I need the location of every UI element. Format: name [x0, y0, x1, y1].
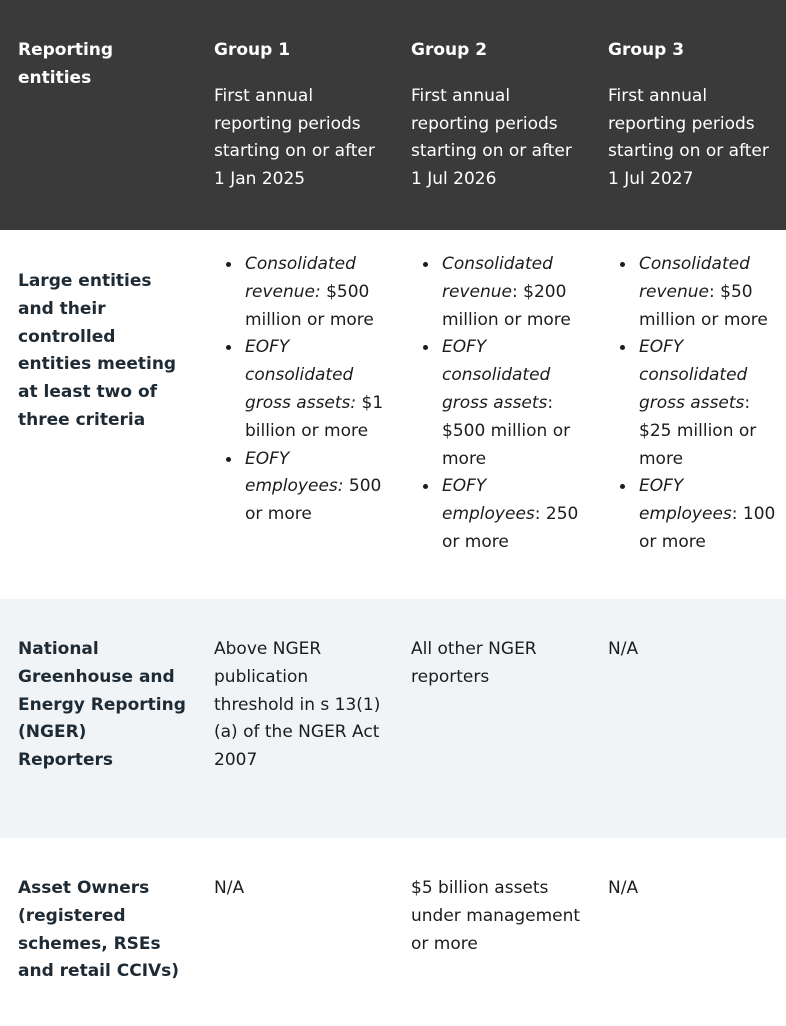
criterion-separator: :: [547, 392, 554, 413]
group-2-subtitle: First annual reporting periods starting on or after 1 Jul 2026: [411, 85, 572, 190]
header-cell-group-2: [394, 37, 591, 230]
asset-owners-group-1-cell: N/A: [214, 878, 245, 898]
criterion-separator: :: [534, 504, 541, 525]
criterion-value: 100 or more: [639, 504, 776, 552]
table-row-nger-reporters: [0, 599, 786, 838]
criterion-value: $500 million or more: [442, 420, 571, 469]
criterion-revenue: [639, 251, 782, 334]
asset-owners-group-2-cell: $5 billion assets under management or more: [411, 878, 581, 954]
criterion-assets: [245, 334, 386, 445]
nger-group-3-cell: N/A: [608, 639, 639, 659]
table-row-large-entities: [0, 230, 786, 599]
criterion-value: $500 million or more: [245, 281, 374, 330]
criterion-separator: :: [511, 281, 518, 302]
criterion-revenue: [442, 251, 583, 334]
large-entities-group-3-cell: [591, 251, 786, 599]
criterion-value: $50 million or more: [639, 281, 768, 330]
nger-group-2-cell: All other NGER reporters: [411, 639, 537, 687]
table-header-row: [0, 0, 786, 230]
criterion-employees: [245, 446, 386, 529]
header-cell-group-1: [197, 37, 394, 230]
criterion-value: $25 million or more: [639, 420, 757, 469]
large-entities-group-2-cell: [394, 251, 591, 599]
criterion-employees: [442, 473, 583, 556]
group-1-title: Group 1: [214, 40, 291, 60]
criteria-list: [591, 251, 782, 557]
table-row-asset-owners: [0, 838, 786, 1026]
criterion-value: 250 or more: [442, 504, 579, 552]
large-entities-group-1-cell: [197, 251, 394, 599]
criterion-separator: :: [731, 504, 738, 525]
criterion-value: 500 or more: [245, 476, 382, 525]
criterion-assets: [442, 334, 583, 473]
criterion-term: EOFY employees: [639, 476, 732, 525]
group-3-title: Group 3: [608, 40, 685, 60]
group-2-title: Group 2: [411, 40, 488, 60]
group-1-subtitle: First annual reporting periods starting on or after 1 Jan 2025: [214, 85, 375, 190]
criterion-term: Consolidated revenue: [442, 254, 553, 302]
criterion-term: EOFY employees:: [245, 448, 344, 497]
criteria-list: [197, 251, 386, 529]
asset-owners-group-3-cell: N/A: [608, 878, 639, 898]
criterion-term: Consolidated revenue: [639, 254, 750, 302]
criterion-value: $200 million or more: [442, 281, 571, 330]
header-cell-group-3: [591, 37, 786, 230]
criterion-term: EOFY consolidated gross assets: [639, 337, 748, 413]
criterion-term: EOFY employees: [442, 476, 535, 525]
criteria-list: [394, 251, 583, 557]
criterion-term: EOFY consolidated gross assets:: [245, 337, 357, 413]
criterion-separator: :: [708, 281, 715, 302]
group-3-subtitle: First annual reporting periods starting on or after 1 Jul 2027: [608, 85, 769, 190]
criterion-revenue: [245, 251, 386, 334]
header-label: Reporting entities: [18, 40, 114, 88]
criterion-term: EOFY consolidated gross assets: [442, 337, 551, 413]
criterion-employees: [639, 473, 782, 556]
criterion-assets: [639, 334, 782, 473]
row-label-large-entities: Large entities and their controlled entities meeting at least two of three criteria: [18, 271, 177, 430]
criterion-separator: :: [744, 392, 751, 413]
row-label-nger-reporters: National Greenhouse and Energy Reporting (NGER) Reporters: [18, 639, 186, 771]
row-label-asset-owners: Asset Owners (registered schemes, RSEs and retail CCIVs): [18, 878, 180, 982]
criterion-value: $1 billion or more: [245, 392, 384, 441]
nger-group-1-cell: Above NGER publication threshold in s 13(1)(a) of the NGER Act 2007: [214, 639, 381, 771]
header-cell-reporting-entities: [0, 37, 197, 230]
criterion-term: Consolidated revenue:: [245, 254, 356, 302]
